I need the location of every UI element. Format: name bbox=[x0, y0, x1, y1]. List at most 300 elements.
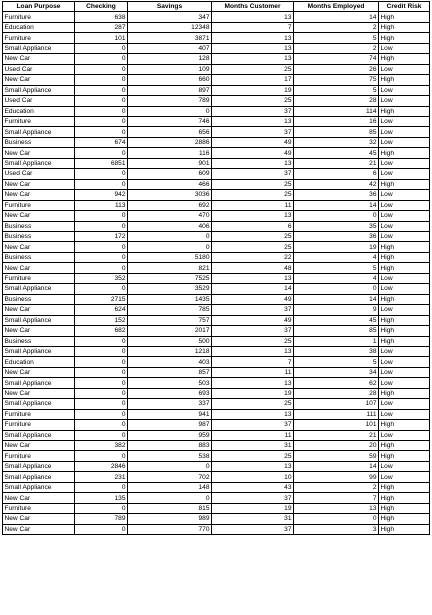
months-employed-cell: 7 bbox=[294, 493, 379, 503]
loan-purpose-cell: New Car bbox=[3, 367, 75, 377]
loan-purpose-cell: Small Appliance bbox=[3, 482, 75, 492]
credit-risk-cell: High bbox=[379, 33, 430, 43]
table-row bbox=[3, 336, 430, 346]
savings-cell: 0 bbox=[128, 231, 212, 241]
credit-risk-cell: Low bbox=[379, 221, 430, 231]
loan-purpose-cell: New Car bbox=[3, 211, 75, 221]
savings-cell: 347 bbox=[128, 12, 212, 22]
checking-cell: 135 bbox=[75, 493, 128, 503]
credit-risk-cell: Low bbox=[379, 116, 430, 126]
table-row bbox=[3, 75, 430, 85]
table-row bbox=[3, 12, 430, 22]
checking-cell: 0 bbox=[75, 148, 128, 158]
months-employed-cell: 3 bbox=[294, 524, 379, 534]
savings-cell: 538 bbox=[128, 451, 212, 461]
table-row bbox=[3, 64, 430, 74]
credit-risk-cell: High bbox=[379, 503, 430, 513]
table-row bbox=[3, 305, 430, 315]
months-employed-cell: 5 bbox=[294, 85, 379, 95]
credit-risk-cell: Low bbox=[379, 399, 430, 409]
credit-risk-cell: Low bbox=[379, 430, 430, 440]
loan-purpose-cell: Education bbox=[3, 22, 75, 32]
credit-risk-cell: Low bbox=[379, 169, 430, 179]
months-employed-cell: 59 bbox=[294, 451, 379, 461]
loan-purpose-cell: Used Car bbox=[3, 169, 75, 179]
checking-cell: 352 bbox=[75, 273, 128, 283]
loan-purpose-cell: Small Appliance bbox=[3, 127, 75, 137]
months-customer-cell: 11 bbox=[212, 430, 294, 440]
checking-cell: 0 bbox=[75, 346, 128, 356]
header-credit-risk: Credit Risk bbox=[379, 2, 430, 12]
table-row bbox=[3, 451, 430, 461]
checking-cell: 172 bbox=[75, 231, 128, 241]
credit-risk-cell: Low bbox=[379, 378, 430, 388]
months-employed-cell: 5 bbox=[294, 357, 379, 367]
savings-cell: 466 bbox=[128, 179, 212, 189]
months-employed-cell: 107 bbox=[294, 399, 379, 409]
credit-risk-cell: High bbox=[379, 315, 430, 325]
header-row bbox=[3, 2, 430, 12]
months-customer-cell: 25 bbox=[212, 399, 294, 409]
savings-cell: 3036 bbox=[128, 190, 212, 200]
months-customer-cell: 7 bbox=[212, 22, 294, 32]
months-employed-cell: 28 bbox=[294, 96, 379, 106]
table-row bbox=[3, 524, 430, 534]
months-customer-cell: 31 bbox=[212, 514, 294, 524]
table-row bbox=[3, 367, 430, 377]
table-row bbox=[3, 326, 430, 336]
months-employed-cell: 6 bbox=[294, 169, 379, 179]
credit-risk-cell: High bbox=[379, 388, 430, 398]
loan-purpose-cell: Small Appliance bbox=[3, 315, 75, 325]
months-employed-cell: 1 bbox=[294, 336, 379, 346]
months-customer-cell: 25 bbox=[212, 190, 294, 200]
table-row bbox=[3, 158, 430, 168]
credit-risk-cell: High bbox=[379, 252, 430, 262]
credit-risk-cell: Low bbox=[379, 346, 430, 356]
table-row bbox=[3, 378, 430, 388]
months-customer-cell: 25 bbox=[212, 231, 294, 241]
loan-purpose-cell: New Car bbox=[3, 514, 75, 524]
table-row bbox=[3, 85, 430, 95]
checking-cell: 2846 bbox=[75, 461, 128, 471]
checking-cell: 638 bbox=[75, 12, 128, 22]
checking-cell: 0 bbox=[75, 75, 128, 85]
loan-purpose-cell: New Car bbox=[3, 493, 75, 503]
credit-risk-cell: High bbox=[379, 106, 430, 116]
credit-risk-cell: High bbox=[379, 75, 430, 85]
months-customer-cell: 13 bbox=[212, 378, 294, 388]
table-row bbox=[3, 137, 430, 147]
checking-cell: 0 bbox=[75, 116, 128, 126]
savings-cell: 987 bbox=[128, 420, 212, 430]
savings-cell: 407 bbox=[128, 43, 212, 53]
checking-cell: 942 bbox=[75, 190, 128, 200]
savings-cell: 989 bbox=[128, 514, 212, 524]
checking-cell: 0 bbox=[75, 54, 128, 64]
months-employed-cell: 99 bbox=[294, 472, 379, 482]
months-employed-cell: 2 bbox=[294, 43, 379, 53]
credit-risk-cell: Low bbox=[379, 85, 430, 95]
months-employed-cell: 75 bbox=[294, 75, 379, 85]
savings-cell: 2017 bbox=[128, 326, 212, 336]
months-customer-cell: 11 bbox=[212, 200, 294, 210]
months-customer-cell: 37 bbox=[212, 326, 294, 336]
months-customer-cell: 25 bbox=[212, 336, 294, 346]
savings-cell: 1218 bbox=[128, 346, 212, 356]
credit-risk-cell: High bbox=[379, 514, 430, 524]
table-row bbox=[3, 430, 430, 440]
months-customer-cell: 22 bbox=[212, 252, 294, 262]
table-row bbox=[3, 357, 430, 367]
checking-cell: 624 bbox=[75, 305, 128, 315]
credit-risk-cell: Low bbox=[379, 367, 430, 377]
loan-purpose-cell: Education bbox=[3, 357, 75, 367]
savings-cell: 821 bbox=[128, 263, 212, 273]
months-employed-cell: 62 bbox=[294, 378, 379, 388]
loan-purpose-cell: Business bbox=[3, 294, 75, 304]
table-row bbox=[3, 127, 430, 137]
savings-cell: 109 bbox=[128, 64, 212, 74]
table-row bbox=[3, 231, 430, 241]
checking-cell: 0 bbox=[75, 106, 128, 116]
months-customer-cell: 13 bbox=[212, 211, 294, 221]
months-employed-cell: 0 bbox=[294, 211, 379, 221]
months-employed-cell: 45 bbox=[294, 148, 379, 158]
checking-cell: 0 bbox=[75, 284, 128, 294]
months-employed-cell: 34 bbox=[294, 367, 379, 377]
table-row bbox=[3, 388, 430, 398]
savings-cell: 5180 bbox=[128, 252, 212, 262]
checking-cell: 0 bbox=[75, 211, 128, 221]
table-row bbox=[3, 420, 430, 430]
savings-cell: 500 bbox=[128, 336, 212, 346]
checking-cell: 287 bbox=[75, 22, 128, 32]
credit-risk-cell: High bbox=[379, 524, 430, 534]
checking-cell: 0 bbox=[75, 378, 128, 388]
months-customer-cell: 37 bbox=[212, 305, 294, 315]
months-employed-cell: 26 bbox=[294, 64, 379, 74]
loan-purpose-cell: New Car bbox=[3, 263, 75, 273]
checking-cell: 0 bbox=[75, 252, 128, 262]
savings-cell: 609 bbox=[128, 169, 212, 179]
savings-cell: 789 bbox=[128, 96, 212, 106]
checking-cell: 0 bbox=[75, 336, 128, 346]
credit-risk-cell: Low bbox=[379, 409, 430, 419]
months-employed-cell: 36 bbox=[294, 190, 379, 200]
savings-cell: 660 bbox=[128, 75, 212, 85]
months-employed-cell: 21 bbox=[294, 430, 379, 440]
savings-cell: 656 bbox=[128, 127, 212, 137]
savings-cell: 901 bbox=[128, 158, 212, 168]
savings-cell: 0 bbox=[128, 493, 212, 503]
credit-risk-cell: High bbox=[379, 54, 430, 64]
table-row bbox=[3, 284, 430, 294]
months-employed-cell: 21 bbox=[294, 158, 379, 168]
table-row bbox=[3, 294, 430, 304]
savings-cell: 746 bbox=[128, 116, 212, 126]
months-employed-cell: 13 bbox=[294, 503, 379, 513]
loan-purpose-cell: Furniture bbox=[3, 273, 75, 283]
months-customer-cell: 19 bbox=[212, 388, 294, 398]
header-loan-purpose: Loan Purpose bbox=[3, 2, 75, 12]
loan-purpose-cell: New Car bbox=[3, 242, 75, 252]
months-customer-cell: 43 bbox=[212, 482, 294, 492]
months-employed-cell: 111 bbox=[294, 409, 379, 419]
loan-purpose-cell: Business bbox=[3, 231, 75, 241]
table-row bbox=[3, 190, 430, 200]
checking-cell: 0 bbox=[75, 64, 128, 74]
table-row bbox=[3, 96, 430, 106]
months-employed-cell: 85 bbox=[294, 326, 379, 336]
checking-cell: 152 bbox=[75, 315, 128, 325]
checking-cell: 0 bbox=[75, 399, 128, 409]
table-body bbox=[3, 12, 430, 535]
months-employed-cell: 2 bbox=[294, 22, 379, 32]
months-employed-cell: 14 bbox=[294, 461, 379, 471]
loan-purpose-cell: Small Appliance bbox=[3, 158, 75, 168]
loan-purpose-cell: Small Appliance bbox=[3, 399, 75, 409]
months-customer-cell: 19 bbox=[212, 503, 294, 513]
savings-cell: 0 bbox=[128, 106, 212, 116]
months-customer-cell: 13 bbox=[212, 346, 294, 356]
checking-cell: 382 bbox=[75, 441, 128, 451]
loan-purpose-cell: New Car bbox=[3, 148, 75, 158]
credit-risk-cell: Low bbox=[379, 137, 430, 147]
credit-risk-cell: Low bbox=[379, 127, 430, 137]
months-customer-cell: 13 bbox=[212, 116, 294, 126]
loan-purpose-cell: New Car bbox=[3, 388, 75, 398]
savings-cell: 692 bbox=[128, 200, 212, 210]
table-row bbox=[3, 263, 430, 273]
credit-risk-cell: Low bbox=[379, 284, 430, 294]
checking-cell: 0 bbox=[75, 179, 128, 189]
table-row bbox=[3, 221, 430, 231]
checking-cell: 113 bbox=[75, 200, 128, 210]
months-customer-cell: 25 bbox=[212, 451, 294, 461]
months-customer-cell: 25 bbox=[212, 96, 294, 106]
loan-purpose-cell: Furniture bbox=[3, 420, 75, 430]
checking-cell: 101 bbox=[75, 33, 128, 43]
loan-purpose-cell: New Car bbox=[3, 54, 75, 64]
header-checking: Checking bbox=[75, 2, 128, 12]
months-customer-cell: 13 bbox=[212, 54, 294, 64]
months-customer-cell: 10 bbox=[212, 472, 294, 482]
savings-cell: 0 bbox=[128, 242, 212, 252]
savings-cell: 148 bbox=[128, 482, 212, 492]
savings-cell: 403 bbox=[128, 357, 212, 367]
table-row bbox=[3, 346, 430, 356]
months-employed-cell: 5 bbox=[294, 263, 379, 273]
checking-cell: 0 bbox=[75, 503, 128, 513]
months-customer-cell: 17 bbox=[212, 75, 294, 85]
savings-cell: 116 bbox=[128, 148, 212, 158]
savings-cell: 2886 bbox=[128, 137, 212, 147]
checking-cell: 0 bbox=[75, 451, 128, 461]
table-row bbox=[3, 461, 430, 471]
months-employed-cell: 20 bbox=[294, 441, 379, 451]
credit-risk-cell: Low bbox=[379, 43, 430, 53]
savings-cell: 757 bbox=[128, 315, 212, 325]
checking-cell: 2715 bbox=[75, 294, 128, 304]
months-customer-cell: 7 bbox=[212, 357, 294, 367]
checking-cell: 0 bbox=[75, 169, 128, 179]
loan-purpose-cell: Small Appliance bbox=[3, 346, 75, 356]
table-header bbox=[3, 2, 430, 12]
months-customer-cell: 37 bbox=[212, 127, 294, 137]
credit-risk-cell: Low bbox=[379, 96, 430, 106]
credit-risk-cell: High bbox=[379, 482, 430, 492]
credit-risk-cell: Low bbox=[379, 64, 430, 74]
credit-risk-cell: High bbox=[379, 263, 430, 273]
months-customer-cell: 37 bbox=[212, 106, 294, 116]
checking-cell: 0 bbox=[75, 409, 128, 419]
loan-purpose-cell: Furniture bbox=[3, 12, 75, 22]
table-row bbox=[3, 43, 430, 53]
savings-cell: 770 bbox=[128, 524, 212, 534]
loan-purpose-cell: New Car bbox=[3, 305, 75, 315]
checking-cell: 789 bbox=[75, 514, 128, 524]
months-employed-cell: 35 bbox=[294, 221, 379, 231]
savings-cell: 337 bbox=[128, 399, 212, 409]
checking-cell: 0 bbox=[75, 388, 128, 398]
months-employed-cell: 114 bbox=[294, 106, 379, 116]
credit-risk-cell: High bbox=[379, 336, 430, 346]
months-employed-cell: 32 bbox=[294, 137, 379, 147]
header-months-employed: Months Employed bbox=[294, 2, 379, 12]
credit-risk-cell: Low bbox=[379, 190, 430, 200]
loan-purpose-cell: Furniture bbox=[3, 451, 75, 461]
savings-cell: 503 bbox=[128, 378, 212, 388]
months-customer-cell: 25 bbox=[212, 179, 294, 189]
months-employed-cell: 38 bbox=[294, 346, 379, 356]
loan-purpose-cell: Furniture bbox=[3, 33, 75, 43]
checking-cell: 0 bbox=[75, 127, 128, 137]
loan-purpose-cell: Business bbox=[3, 137, 75, 147]
loan-purpose-cell: Small Appliance bbox=[3, 461, 75, 471]
months-customer-cell: 13 bbox=[212, 43, 294, 53]
credit-risk-cell: Low bbox=[379, 305, 430, 315]
loan-purpose-cell: New Car bbox=[3, 75, 75, 85]
table-row bbox=[3, 315, 430, 325]
loan-purpose-cell: New Car bbox=[3, 326, 75, 336]
checking-cell: 0 bbox=[75, 430, 128, 440]
savings-cell: 3529 bbox=[128, 284, 212, 294]
months-customer-cell: 31 bbox=[212, 441, 294, 451]
months-employed-cell: 42 bbox=[294, 179, 379, 189]
table-row bbox=[3, 472, 430, 482]
savings-cell: 959 bbox=[128, 430, 212, 440]
credit-risk-cell: Low bbox=[379, 211, 430, 221]
checking-cell: 6851 bbox=[75, 158, 128, 168]
months-employed-cell: 101 bbox=[294, 420, 379, 430]
credit-risk-cell: High bbox=[379, 12, 430, 22]
months-customer-cell: 11 bbox=[212, 367, 294, 377]
months-employed-cell: 28 bbox=[294, 388, 379, 398]
months-employed-cell: 4 bbox=[294, 273, 379, 283]
loan-purpose-cell: Small Appliance bbox=[3, 43, 75, 53]
checking-cell: 0 bbox=[75, 420, 128, 430]
months-employed-cell: 16 bbox=[294, 116, 379, 126]
months-employed-cell: 36 bbox=[294, 231, 379, 241]
credit-risk-cell: Low bbox=[379, 200, 430, 210]
checking-cell: 674 bbox=[75, 137, 128, 147]
credit-risk-cell: High bbox=[379, 493, 430, 503]
months-customer-cell: 13 bbox=[212, 158, 294, 168]
months-employed-cell: 5 bbox=[294, 33, 379, 43]
savings-cell: 7525 bbox=[128, 273, 212, 283]
months-customer-cell: 37 bbox=[212, 169, 294, 179]
savings-cell: 406 bbox=[128, 221, 212, 231]
savings-cell: 702 bbox=[128, 472, 212, 482]
table-row bbox=[3, 148, 430, 158]
savings-cell: 941 bbox=[128, 409, 212, 419]
savings-cell: 815 bbox=[128, 503, 212, 513]
months-employed-cell: 45 bbox=[294, 315, 379, 325]
credit-risk-cell: High bbox=[379, 294, 430, 304]
loan-purpose-cell: Small Appliance bbox=[3, 472, 75, 482]
table-row bbox=[3, 242, 430, 252]
months-customer-cell: 13 bbox=[212, 12, 294, 22]
credit-risk-cell: High bbox=[379, 451, 430, 461]
savings-cell: 1435 bbox=[128, 294, 212, 304]
credit-risk-cell: Low bbox=[379, 158, 430, 168]
credit-risk-cell: High bbox=[379, 420, 430, 430]
loan-purpose-cell: Small Appliance bbox=[3, 284, 75, 294]
table-row bbox=[3, 22, 430, 32]
loan-purpose-cell: Business bbox=[3, 221, 75, 231]
credit-risk-cell: Low bbox=[379, 472, 430, 482]
checking-cell: 0 bbox=[75, 367, 128, 377]
table-row bbox=[3, 252, 430, 262]
credit-risk-cell: High bbox=[379, 242, 430, 252]
months-customer-cell: 37 bbox=[212, 420, 294, 430]
checking-cell: 0 bbox=[75, 242, 128, 252]
table-row bbox=[3, 179, 430, 189]
months-customer-cell: 13 bbox=[212, 33, 294, 43]
months-employed-cell: 14 bbox=[294, 200, 379, 210]
header-months-customer: Months Customer bbox=[212, 2, 294, 12]
loan-purpose-cell: Small Appliance bbox=[3, 430, 75, 440]
credit-risk-cell: High bbox=[379, 148, 430, 158]
checking-cell: 0 bbox=[75, 85, 128, 95]
checking-cell: 0 bbox=[75, 357, 128, 367]
months-employed-cell: 14 bbox=[294, 294, 379, 304]
loan-purpose-cell: New Car bbox=[3, 179, 75, 189]
credit-risk-cell: High bbox=[379, 326, 430, 336]
credit-risk-cell: High bbox=[379, 22, 430, 32]
savings-cell: 897 bbox=[128, 85, 212, 95]
table-row bbox=[3, 441, 430, 451]
months-customer-cell: 49 bbox=[212, 137, 294, 147]
table-row bbox=[3, 33, 430, 43]
table-row bbox=[3, 116, 430, 126]
loan-data-table bbox=[2, 1, 430, 535]
savings-cell: 0 bbox=[128, 461, 212, 471]
credit-risk-cell: Low bbox=[379, 273, 430, 283]
savings-cell: 785 bbox=[128, 305, 212, 315]
months-customer-cell: 19 bbox=[212, 85, 294, 95]
header-savings: Savings bbox=[128, 2, 212, 12]
table-row bbox=[3, 409, 430, 419]
months-customer-cell: 6 bbox=[212, 221, 294, 231]
table-row bbox=[3, 200, 430, 210]
months-employed-cell: 2 bbox=[294, 482, 379, 492]
months-employed-cell: 0 bbox=[294, 284, 379, 294]
months-customer-cell: 25 bbox=[212, 64, 294, 74]
loan-purpose-cell: Used Car bbox=[3, 96, 75, 106]
checking-cell: 231 bbox=[75, 472, 128, 482]
